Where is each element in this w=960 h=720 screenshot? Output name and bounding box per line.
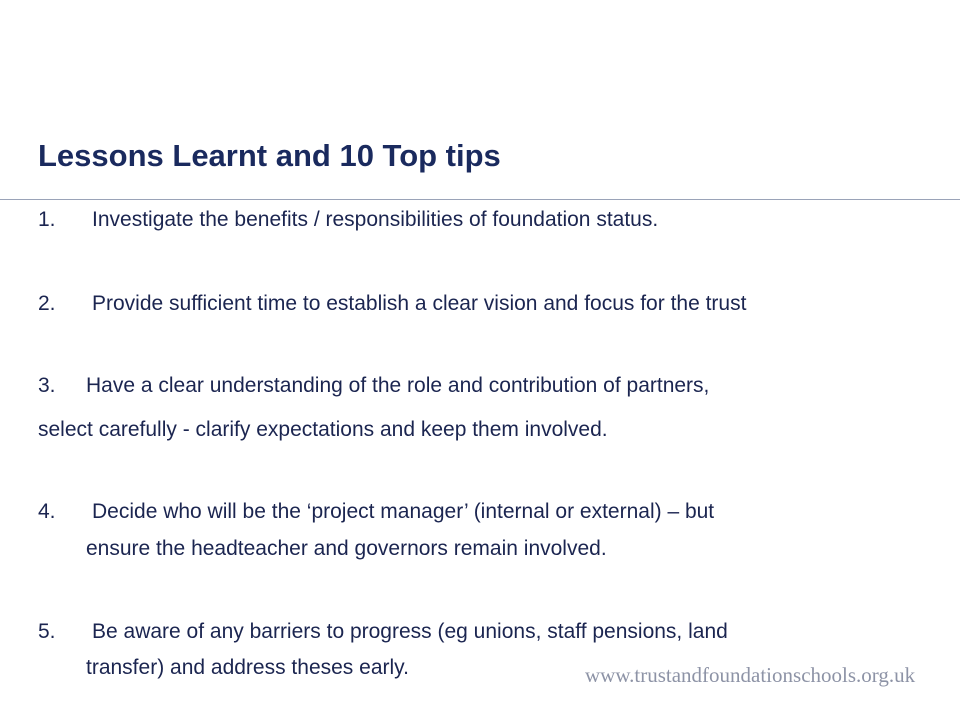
tip-number: 2.	[38, 292, 56, 315]
footer-website-url: www.trustandfoundationschools.org.uk	[585, 663, 916, 687]
tip-text: Be aware of any barriers to progress (eg unions, staff pensions, land	[92, 620, 728, 643]
tip-number: 4.	[38, 500, 56, 523]
tip-text: Decide who will be the ‘project manager’ (internal or external) – but	[92, 500, 715, 523]
tip-text: Provide sufficient time to establish a clear vision and focus for the trust	[92, 292, 747, 315]
tip-text: Have a clear understanding of the role and contribution of partners,	[86, 374, 710, 397]
tip-number: 5.	[38, 620, 56, 643]
tip-text-continued: transfer) and address theses early.	[86, 656, 409, 679]
tip-number: 3.	[38, 374, 56, 397]
tip-number: 1.	[38, 208, 56, 231]
title-divider	[0, 199, 960, 200]
tip-text: Investigate the benefits / responsibilities of foundation status.	[92, 208, 659, 231]
tip-text-continued: ensure the headteacher and governors remain involved.	[86, 537, 607, 560]
slide-title: Lessons Learnt and 10 Top tips	[38, 138, 501, 173]
tip-text-continued: select carefully - clarify expectations and keep them involved.	[38, 418, 608, 441]
